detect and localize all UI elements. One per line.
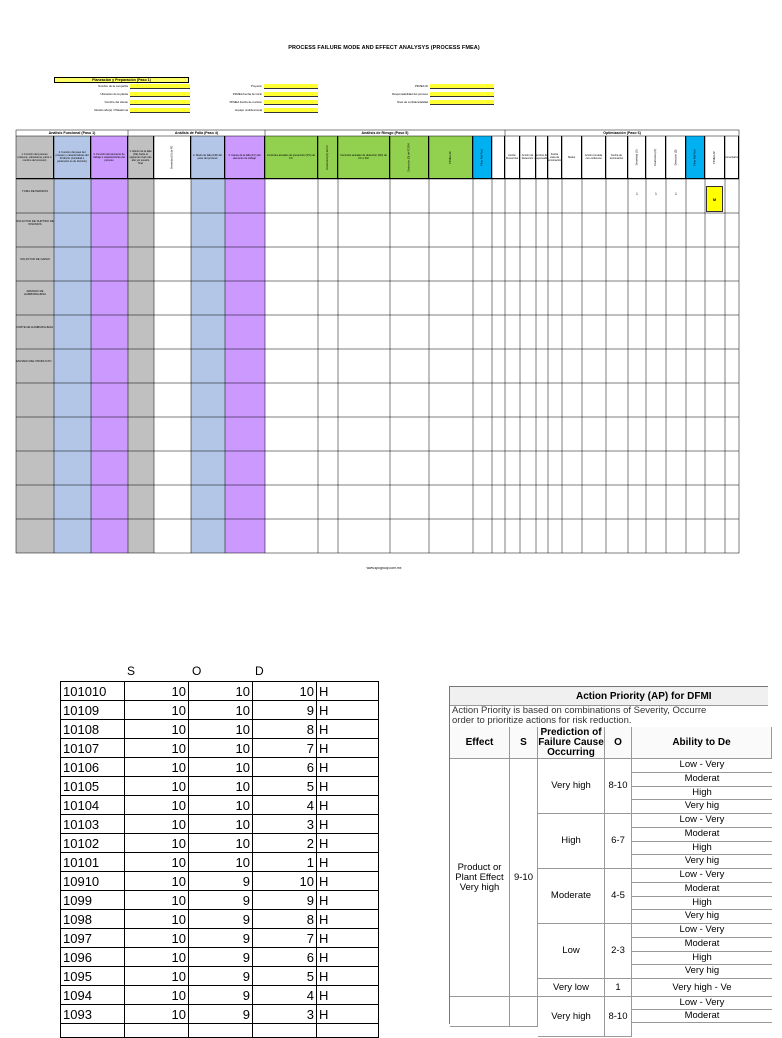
sod-row — [61, 777, 379, 796]
sod-s: 10 — [125, 910, 189, 929]
sod-ap: H — [317, 948, 379, 967]
header-responsible: Nombre del responsable — [536, 136, 548, 179]
sod-d: 4 — [253, 796, 317, 815]
sod-d — [253, 1024, 317, 1038]
sod-d: 5 — [253, 967, 317, 986]
sod-row — [61, 815, 379, 834]
ap-detection: Low - Very — [632, 869, 772, 883]
ap-detection: Very hig — [632, 800, 772, 814]
sod-d: 1 — [253, 853, 317, 872]
sod-ap: H — [317, 986, 379, 1005]
sod-row — [61, 891, 379, 910]
header-step-function: 2. Función del paso del proceso y características del Producto (Cantidad o parámetro es de dominio) — [54, 136, 91, 179]
sod-row — [61, 872, 379, 891]
header-detection: Detección (D) de FC/FM — [390, 136, 429, 179]
sod-code: 10105 — [61, 777, 125, 796]
header-preventive-action: Acción Preventiva — [505, 136, 520, 179]
sod-ap: H — [317, 910, 379, 929]
sod-o: 10 — [189, 815, 253, 834]
ap-s-next — [510, 997, 538, 1027]
header-detection-new: Detección (D) — [666, 136, 686, 179]
ap-detection: Low - Very — [632, 814, 772, 828]
ap-detection: Moderat — [632, 883, 772, 897]
sod-d: 8 — [253, 910, 317, 929]
sod-d: 9 — [253, 891, 317, 910]
ap-table-title: Action Priority (AP) for DFMI — [450, 687, 768, 706]
sod-code: 1094 — [61, 986, 125, 1005]
footer-url[interactable]: www.spcgroup.com.mx — [366, 566, 402, 570]
ap-detection: Moderat — [632, 773, 772, 787]
document-title: PROCESS FAILURE MODE AND EFFECT ANALYSYS (PROCESS FMEA) — [288, 45, 480, 51]
section-title-failure: Análisis de Falla (Paso 4) — [174, 131, 219, 135]
sod-code: 1093 — [61, 1005, 125, 1024]
column-fill-element — [91, 179, 128, 553]
section-title-optimization: Optimización (Paso 6) — [603, 131, 641, 135]
sod-s: 10 — [125, 891, 189, 910]
sod-ap: H — [317, 701, 379, 720]
sod-d: 10 — [253, 872, 317, 891]
header-element-function: 3. Función del elemento de trabajo o características del proceso — [91, 136, 128, 179]
sod-row — [61, 720, 379, 739]
sod-o: 10 — [189, 758, 253, 777]
header-o: O — [192, 664, 202, 678]
section-title-risk: Análisis de Riesgo (Paso 5) — [361, 131, 409, 135]
ap-o-range: 8-10 — [605, 997, 632, 1037]
severity-value: 1 — [636, 192, 638, 196]
sod-o: 9 — [189, 986, 253, 1005]
ap-detection: High — [632, 842, 772, 856]
sod-s: 10 — [125, 720, 189, 739]
ap-prediction: Moderate — [538, 869, 605, 924]
sod-ap: H — [317, 758, 379, 777]
sod-s: 10 — [125, 834, 189, 853]
sod-ap: H — [317, 739, 379, 758]
sod-o: 10 — [189, 777, 253, 796]
ap-table-excerpt — [449, 686, 768, 1024]
section-title-functional: Análisis Funcional (Paso 1) — [48, 131, 96, 135]
ap-prediction: Very low — [538, 979, 605, 997]
sod-d: 10 — [253, 682, 317, 701]
sod-o: 10 — [189, 739, 253, 758]
sod-row — [61, 739, 379, 758]
planning-field[interactable]: Equipo multifuncional — [264, 108, 318, 113]
header-comment-blank — [492, 136, 505, 179]
sod-d: 7 — [253, 929, 317, 948]
occurrence-value: 1 — [655, 192, 657, 196]
sod-o: 10 — [189, 796, 253, 815]
sod-row — [61, 796, 379, 815]
sod-code: 10104 — [61, 796, 125, 815]
sod-s: 10 — [125, 777, 189, 796]
header-completion-date: Fecha de terminación — [606, 136, 628, 179]
header-target-date: Fecha meta de terminación — [548, 136, 562, 179]
sod-o: 9 — [189, 1005, 253, 1024]
sod-ap: H — [317, 853, 379, 872]
header-detection-controls: Controles actuales de detección (DC) de FC o FM — [338, 136, 390, 179]
sod-s: 10 — [125, 796, 189, 815]
sod-s: 10 — [125, 986, 189, 1005]
sod-row — [61, 1024, 379, 1038]
sod-s: 10 — [125, 967, 189, 986]
ap-detection: Very high - Ve — [632, 979, 772, 997]
planning-field[interactable]: Nombre del cliente — [130, 100, 190, 105]
row-label: CORTE DE HAMBURGUESA — [16, 325, 54, 329]
sod-code: 1095 — [61, 967, 125, 986]
ap-o-range: 2-3 — [605, 924, 632, 979]
ap-prediction: Low — [538, 924, 605, 979]
ap-result-cell[interactable]: M — [706, 186, 723, 212]
sod-row — [61, 929, 379, 948]
header-action-taken: Acción tomada con evidencia — [582, 136, 606, 179]
sod-row — [61, 834, 379, 853]
sod-code: 10910 — [61, 872, 125, 891]
column-fill-cause — [225, 179, 265, 553]
sod-code: 10103 — [61, 815, 125, 834]
ap-detection: High — [632, 787, 772, 801]
sod-code: 10107 — [61, 739, 125, 758]
row-label: SOLICITUD DE GAPAS — [20, 257, 50, 261]
ap-s-range: 9-10 — [510, 759, 538, 997]
planning-field[interactable]: Modelo año(s) / Plataforma — [130, 108, 190, 113]
header-status: Status — [562, 136, 582, 179]
sod-ap: H — [317, 682, 379, 701]
ap-detection: Very hig — [632, 965, 772, 979]
ap-header-ability: Ability to De — [632, 727, 772, 759]
sod-d: 2 — [253, 834, 317, 853]
sod-s: 10 — [125, 929, 189, 948]
ap-prediction: Very high — [538, 759, 605, 814]
sod-code: 10108 — [61, 720, 125, 739]
sod-o: 9 — [189, 891, 253, 910]
sod-code: 1096 — [61, 948, 125, 967]
sod-d: 3 — [253, 1005, 317, 1024]
header-process-function: 1. Función del proceso (sistema, subsistema, parte o nombre del proceso) — [16, 136, 54, 179]
sod-code: 1099 — [61, 891, 125, 910]
sod-row — [61, 682, 379, 701]
header-severity-new: Severidad (S) — [628, 136, 646, 179]
header-d: D — [255, 664, 264, 678]
header-filter: Filtro Ref Fwd — [473, 136, 492, 179]
sod-s: 10 — [125, 701, 189, 720]
sod-code: 10109 — [61, 701, 125, 720]
sod-o: 9 — [189, 872, 253, 891]
ap-header-effect: Effect — [450, 727, 510, 759]
sod-s: 10 — [125, 739, 189, 758]
detection-value: 1 — [675, 192, 677, 196]
ap-effect-cell: Product or Plant Effect Very high — [450, 759, 510, 997]
sod-o: 10 — [189, 853, 253, 872]
ap-o-range: 1 — [605, 979, 632, 997]
sod-row — [61, 986, 379, 1005]
sod-o — [189, 1024, 253, 1038]
header-filter-new: Filtro Ref Fwd — [686, 136, 705, 179]
planning-field[interactable]: PFMEA Fecha de inicio — [264, 92, 318, 97]
sod-row — [61, 1005, 379, 1024]
sod-ap — [317, 1024, 379, 1038]
sod-ap: H — [317, 1005, 379, 1024]
sod-o: 10 — [189, 834, 253, 853]
ap-o-range: 8-10 — [605, 759, 632, 814]
ap-o-range: 4-5 — [605, 869, 632, 924]
sod-s: 10 — [125, 872, 189, 891]
planning-title: Planeación y Preparación (Paso 1) — [54, 77, 189, 83]
sod-o: 9 — [189, 910, 253, 929]
planning-field[interactable]: PFMEA Fecha de revisión — [264, 100, 318, 105]
sod-s: 10 — [125, 758, 189, 777]
ap-detection: High — [632, 897, 772, 911]
sod-ap: H — [317, 720, 379, 739]
sod-row — [61, 758, 379, 777]
ap-detection: High — [632, 952, 772, 966]
sod-d: 7 — [253, 739, 317, 758]
planning-field[interactable]: Nombre de la compañía — [130, 84, 190, 89]
header-detection-action: Acción de Detección — [520, 136, 536, 179]
sod-table — [60, 681, 379, 1038]
ap-header-o: O — [605, 727, 632, 759]
planning-field[interactable]: Responsabilidad del proceso — [430, 92, 494, 97]
row-label: ENVIADO DEL PRODUCTO — [16, 359, 52, 363]
header-occurrence-new: Ocurrencia (O) — [646, 136, 666, 179]
ap-effect-next — [450, 997, 510, 1027]
planning-field[interactable]: Proyecto — [264, 84, 318, 89]
sod-d: 3 — [253, 815, 317, 834]
header-pfmea-ap-new: PFMEA AP — [705, 136, 725, 179]
sod-o: 9 — [189, 929, 253, 948]
header-prevention-controls: Controles actuales de prevención (PC) de FC — [265, 136, 318, 179]
planning-field[interactable]: Nivel de confidencialidad — [430, 100, 494, 105]
sod-o: 10 — [189, 720, 253, 739]
sod-code: 1098 — [61, 910, 125, 929]
sod-s — [125, 1024, 189, 1038]
header-comments: Comentarios — [725, 136, 739, 179]
sod-row — [61, 948, 379, 967]
row-label: ARMADO DE HAMBURGUESA — [24, 289, 46, 297]
sod-code: 10106 — [61, 758, 125, 777]
sod-ap: H — [317, 929, 379, 948]
sod-column-headers — [0, 664, 380, 680]
sod-row — [61, 910, 379, 929]
sod-code: 101010 — [61, 682, 125, 701]
row-label: SOLICITUD DE SURTIDO DE INSUMOS — [16, 219, 54, 227]
ap-header-s: S — [510, 727, 538, 759]
ap-detection: Low - Very — [632, 997, 772, 1010]
ap-header-prediction: Prediction of Failure Cause Occurring — [538, 726, 604, 758]
sod-d: 4 — [253, 986, 317, 1005]
header-pfmea-ap: PFMEA AP — [429, 136, 473, 179]
header-severity: Severidad (S) de FE — [154, 136, 191, 179]
sod-d: 6 — [253, 758, 317, 777]
sod-o: 9 — [189, 967, 253, 986]
ap-o-range: 6-7 — [605, 814, 632, 869]
planning-field[interactable]: Ubicación de la planta — [130, 92, 190, 97]
ap-detection: Moderat — [632, 938, 772, 952]
column-fill-effect — [128, 179, 154, 553]
sod-row — [61, 853, 379, 872]
header-failure-cause: 3. Causa de la falla (FC) del elemento de trabajo — [225, 136, 265, 179]
sod-ap: H — [317, 967, 379, 986]
sod-ap: H — [317, 891, 379, 910]
sod-ap: H — [317, 777, 379, 796]
header-failure-mode: 2. Modo de falla (FM) del paso del proceso — [191, 136, 225, 179]
header-s: S — [127, 664, 136, 678]
sod-s: 10 — [125, 948, 189, 967]
sod-d: 8 — [253, 720, 317, 739]
row-label: TOMA DE PEDIDOS — [22, 189, 48, 193]
sod-code: 10101 — [61, 853, 125, 872]
column-fill-mode — [191, 179, 225, 553]
sod-o: 10 — [189, 701, 253, 720]
planning-field[interactable]: PFMEA ID — [430, 84, 494, 89]
ap-detection: Low - Very — [632, 759, 772, 773]
ap-detection: Moderat — [632, 1010, 772, 1023]
sod-code — [61, 1024, 125, 1038]
ap-detection: Moderat — [632, 828, 772, 842]
sod-o: 10 — [189, 682, 253, 701]
sod-ap: H — [317, 872, 379, 891]
header-occurrence: Ocurrencia (O) de FC — [318, 136, 338, 179]
sod-code: 1097 — [61, 929, 125, 948]
sod-ap: H — [317, 796, 379, 815]
sod-ap: H — [317, 834, 379, 853]
sod-code: 10102 — [61, 834, 125, 853]
ap-prediction: Very high — [538, 997, 605, 1037]
sod-s: 10 — [125, 1005, 189, 1024]
sod-d: 5 — [253, 777, 317, 796]
ap-detection: Very hig — [632, 910, 772, 924]
sod-s: 10 — [125, 853, 189, 872]
ap-detection: Very hig — [632, 855, 772, 869]
sod-o: 9 — [189, 948, 253, 967]
sod-s: 10 — [125, 815, 189, 834]
sod-s: 10 — [125, 682, 189, 701]
header-failure-effect: 1. Efecto de la falla (FE) hacia el siguiente nivel más alto y/o usuario final — [128, 136, 154, 179]
ap-description: Action Priority is based on combinations of Severity, Occurre order to prioritize actions for risk reduction. — [452, 705, 707, 726]
ap-detection: Low - Very — [632, 924, 772, 938]
sod-row — [61, 701, 379, 720]
sod-ap: H — [317, 815, 379, 834]
sod-d: 9 — [253, 701, 317, 720]
ap-prediction: High — [538, 814, 605, 869]
sod-row — [61, 967, 379, 986]
sod-d: 6 — [253, 948, 317, 967]
